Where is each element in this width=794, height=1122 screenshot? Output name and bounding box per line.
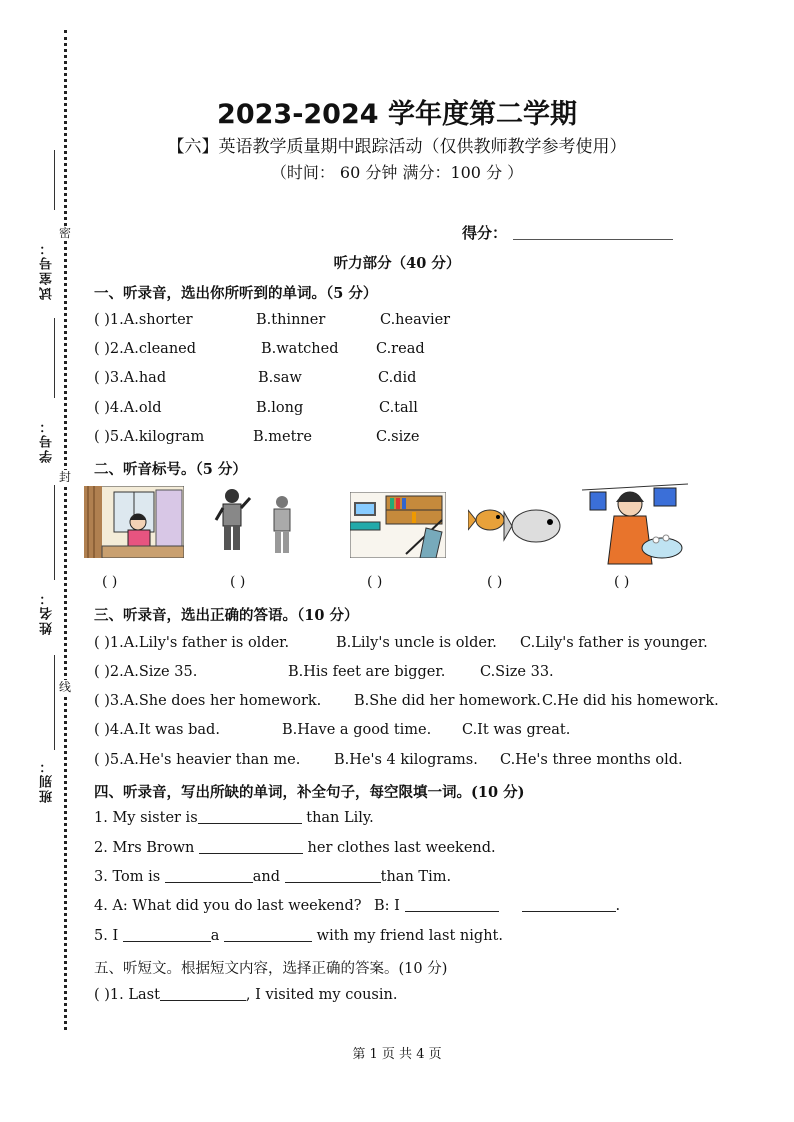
- option-c: C.Lily's father is younger.: [520, 635, 708, 651]
- exam-subtitle: 【六】英语教学质量期中跟踪活动（仅供教师教学参考使用）: [167, 137, 627, 157]
- answer-paren[interactable]: ( ): [614, 574, 630, 590]
- question-row: [94, 693, 719, 709]
- sidebar-underline: [54, 485, 55, 580]
- section5-title: 五、听短文。根据短文内容，选择正确的答案。(10 分): [94, 961, 448, 977]
- option-c: C.size: [376, 429, 420, 445]
- option-b: B.metre: [253, 429, 312, 445]
- option-b: B.She did her homework.: [354, 693, 541, 709]
- picture-girl-at-window: [84, 486, 184, 558]
- question-row: [94, 341, 425, 357]
- fill-sentence: 5. I a with my friend last night.: [94, 928, 503, 944]
- section4-title: 四、听录音，写出所缺的单词，补全句子，每空限填一词。(10 分): [94, 784, 525, 801]
- answer-blank[interactable]: [123, 941, 211, 942]
- page-footer: 第 1 页 共 4 页: [352, 1047, 442, 1062]
- option-a: ( )3.A.had: [94, 370, 167, 386]
- answer-blank[interactable]: [165, 882, 253, 883]
- class-label: 班别：: [40, 758, 55, 803]
- option-c: C.did: [378, 370, 417, 386]
- answer-blank[interactable]: [405, 911, 499, 912]
- option-c: C.read: [376, 341, 425, 357]
- score-field: [462, 222, 673, 243]
- option-b: B.His feet are bigger.: [288, 664, 446, 680]
- picture-mopping-room: [350, 492, 446, 558]
- option-a: ( )5.A.He's heavier than me.: [94, 752, 301, 768]
- question-row: ( )1. Last , I visited my cousin.: [94, 987, 398, 1003]
- question-row: [94, 400, 418, 416]
- option-b: B.watched: [261, 341, 339, 357]
- name-label: 姓名：: [40, 590, 55, 635]
- sidebar-underline: [54, 655, 55, 750]
- answer-blank[interactable]: [224, 941, 312, 942]
- option-c: C.tall: [379, 400, 418, 416]
- option-a: ( )4.A.old: [94, 400, 162, 416]
- option-a: ( )2.A.cleaned: [94, 341, 197, 357]
- option-c: C.He did his homework.: [542, 693, 719, 709]
- answer-paren[interactable]: ( ): [367, 574, 383, 590]
- listening-title: 听力部分（40 分）: [333, 255, 461, 272]
- option-a: ( )2.A.Size 35.: [94, 664, 198, 680]
- student-number-label: 学号：: [40, 418, 55, 463]
- option-a: ( )5.A.kilogram: [94, 429, 205, 445]
- answer-blank[interactable]: [198, 823, 302, 824]
- option-c: C.Size 33.: [480, 664, 554, 680]
- option-a: ( )1.A.Lily's father is older.: [94, 635, 290, 651]
- answer-blank[interactable]: [160, 1000, 246, 1001]
- fill-sentence: 1. My sister is than Lily.: [94, 810, 374, 826]
- exam-room-label: 试室号：: [40, 240, 55, 300]
- answer-blank[interactable]: [199, 853, 303, 854]
- answer-paren[interactable]: ( ): [487, 574, 503, 590]
- answer-blank[interactable]: [285, 882, 381, 883]
- question-row: [94, 429, 420, 445]
- time-info: （时间： 60 分钟 满分：100 分 ）: [270, 163, 524, 182]
- picture-two-boys: [210, 486, 300, 558]
- option-a: ( )1.A.shorter: [94, 312, 193, 328]
- answer-blank[interactable]: [522, 911, 616, 912]
- section1-title: 一、听录音，选出你所听到的单词。（5 分）: [94, 285, 378, 302]
- option-c: C.heavier: [380, 312, 451, 328]
- sidebar-underline: [54, 318, 55, 398]
- question-row: [94, 664, 554, 680]
- option-b: B.He's 4 kilograms.: [334, 752, 478, 768]
- score-blank[interactable]: [513, 239, 673, 240]
- option-a: ( )3.A.She does her homework.: [94, 693, 322, 709]
- option-c: C.He's three months old.: [500, 752, 683, 768]
- question-row: [94, 312, 451, 328]
- question-row: [94, 635, 708, 651]
- section3-title: 三、听录音，选出正确的答语。（10 分）: [94, 607, 359, 624]
- answer-paren[interactable]: ( ): [102, 574, 118, 590]
- picture-two-fish: [468, 496, 566, 556]
- option-b: B.Have a good time.: [282, 722, 432, 738]
- score-label: 得分：: [462, 224, 508, 242]
- option-b: B.saw: [258, 370, 302, 386]
- section2-title: 二、听音标号。（5 分）: [94, 461, 247, 478]
- picture-girl-washing-clothes: [582, 478, 688, 568]
- answer-paren[interactable]: ( ): [230, 574, 246, 590]
- option-a: ( )4.A.It was bad.: [94, 722, 220, 738]
- question-row: [94, 752, 683, 768]
- seal-char-feng: 封: [59, 470, 72, 484]
- seal-char-mi: 密: [59, 226, 72, 240]
- page-title: 2023-2024 学年度第二学期: [217, 99, 577, 130]
- option-b: B.long: [256, 400, 304, 416]
- question-row: [94, 722, 571, 738]
- seal-char-xian: 线: [59, 680, 72, 694]
- option-c: C.It was great.: [462, 722, 571, 738]
- question-row: [94, 370, 417, 386]
- fill-sentence: 3. Tom is and than Tim.: [94, 869, 452, 885]
- option-b: B.Lily's uncle is older.: [336, 635, 497, 651]
- fill-sentence: 2. Mrs Brown her clothes last weekend.: [94, 840, 496, 856]
- fill-sentence: 4. A: What did you do last weekend? B: I .: [94, 898, 621, 914]
- option-b: B.thinner: [256, 312, 326, 328]
